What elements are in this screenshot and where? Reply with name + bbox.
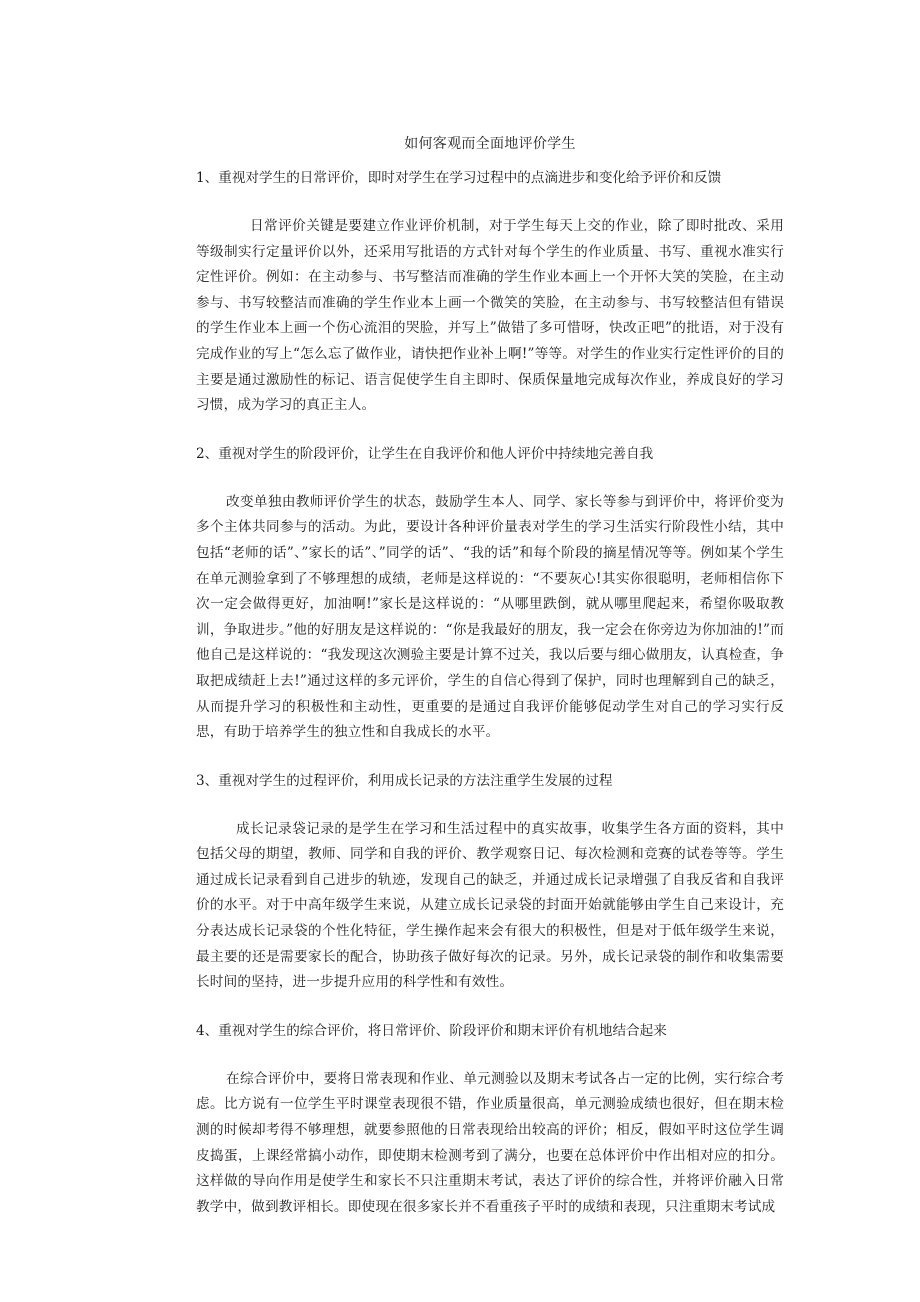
document-body [196, 134, 784, 1220]
section-2-paragraph: 改变单独由教师评价学生的状态，鼓励学生本人、同学、家长等参与到评价中，将评价变为多个主体共同参与的活动。为此，要设计各种评价量表对学生的学习生活实行阶段性小结，其中包括“老师的话”、”家长的话”、”同学的话”、“我的话”和每个阶段的摘星情况等等。例如某个学生在单元测验拿到了不够理想的成绩，老师是这样说的：“不要灰心!其实你很聪明，老师相信你下次一定会做得更好，加油啊!”家长是这样说的：“从哪里跌倒，就从哪里爬起来，希望你吸取教训，争取进步。”他的好朋友是这样说的：“你是我最好的朋友，我一定会在你旁边为你加油的!”而他自己是这样说的：“我发现这次测验主要是计算不过关，我以后要与细心做朋友，认真检查，争取把成绩赶上去!”通过这样的多元评价，学生的自信心得到了保护，同时也理解到自己的缺乏，从而提升学习的积极性和主动性，更重要的是通过自我评价能够促动学生对自己的学习实行反思，有助于培养学生的独立性和自我成长的水平。 [196, 493, 784, 741]
section-2-heading: 2、重视对学生的阶段评价，让学生在自我评价和他人评价中持续地完善自我 [196, 445, 654, 462]
section-3-heading: 3、重视对学生的过程评价，利用成长记录的方法注重学生发展的过程 [196, 772, 613, 789]
document-title: 如何客观而全面地评价学生 [404, 136, 576, 152]
section-1-heading: 1、重视对学生的日常评价，即时对学生在学习过程中的点滴进步和变化给予评价和反馈 [196, 170, 722, 186]
section-3-paragraph: 成长记录袋记录的是学生在学习和生活过程中的真实故事，收集学生各方面的资料，其中包括父母的期望，教师、同学和自我的评价、教学观察日记、每次检测和竞赛的试卷等等。学生通过成长记录看到自己进步的轨迹，发现自己的缺乏，并通过成长记录增强了自我反省和自我评价的水平。对于中高年级学生来说，从建立成长记录袋的封面开始就能够由学生自己来设计，充分表达成长记录袋的个性化特征，学生操作起来会有很大的积极性，但是对于低年级学生来说，最主要的还是需要家长的配合，协助孩子做好每次的记录。另外，成长记录袋的制作和收集需要长时间的坚持，进一步提升应用的科学性和有效性。 [196, 820, 784, 991]
section-4-paragraph: 在综合评价中，要将日常表现和作业、单元测验以及期末考试各占一定的比例，实行综合考虑。比方说有一位学生平时课堂表现很不错，作业质量很高，单元测验成绩也很好，但在期末检测的时候却考得不够理想，就要参照他的日常表现给出较高的评价；相反，假如平时这位学生调皮捣蛋，上课经常搞小动作，即使期末检测考到了满分，也要在总体评价中作出相对应的扣分。这样做的导向作用是使学生和家长不只注重期末考试，表达了评价的综合性，并将评价融入日常教学中，做到教评相长。即使现在很多家长并不看重孩子平时的成绩和表现，只注重期末考试成 [196, 1070, 784, 1215]
section-4-heading: 4、重视对学生的综合评价，将日常评价、阶段评价和期末评价有机地结合起来 [196, 1022, 667, 1039]
section-1-paragraph: 日常评价关键是要建立作业评价机制，对于学生每天上交的作业，除了即时批改、采用等级制实行定量评价以外，还采用写批语的方式针对每个学生的作业质量、书写、重视水准实行定性评价。例如：在主动参与、书写整洁而准确的学生作业本画上一个开怀大笑的笑脸，在主动参与、书写较整洁而准确的学生作业本上画一个微笑的笑脸，在主动参与、书写较整洁但有错误的学生作业本上画一个伤心流泪的哭脸，并写上”做错了多可惜呀，快改正吧”的批语，对于没有完成作业的写上“怎么忘了做作业，请快把作业补上啊!”等等。对学生的作业实行定性评价的目的主要是通过激励性的标记、语言促使学生自主即时、保质保量地完成每次作业，养成良好的学习习惯，成为学习的真正主人。 [196, 218, 784, 414]
